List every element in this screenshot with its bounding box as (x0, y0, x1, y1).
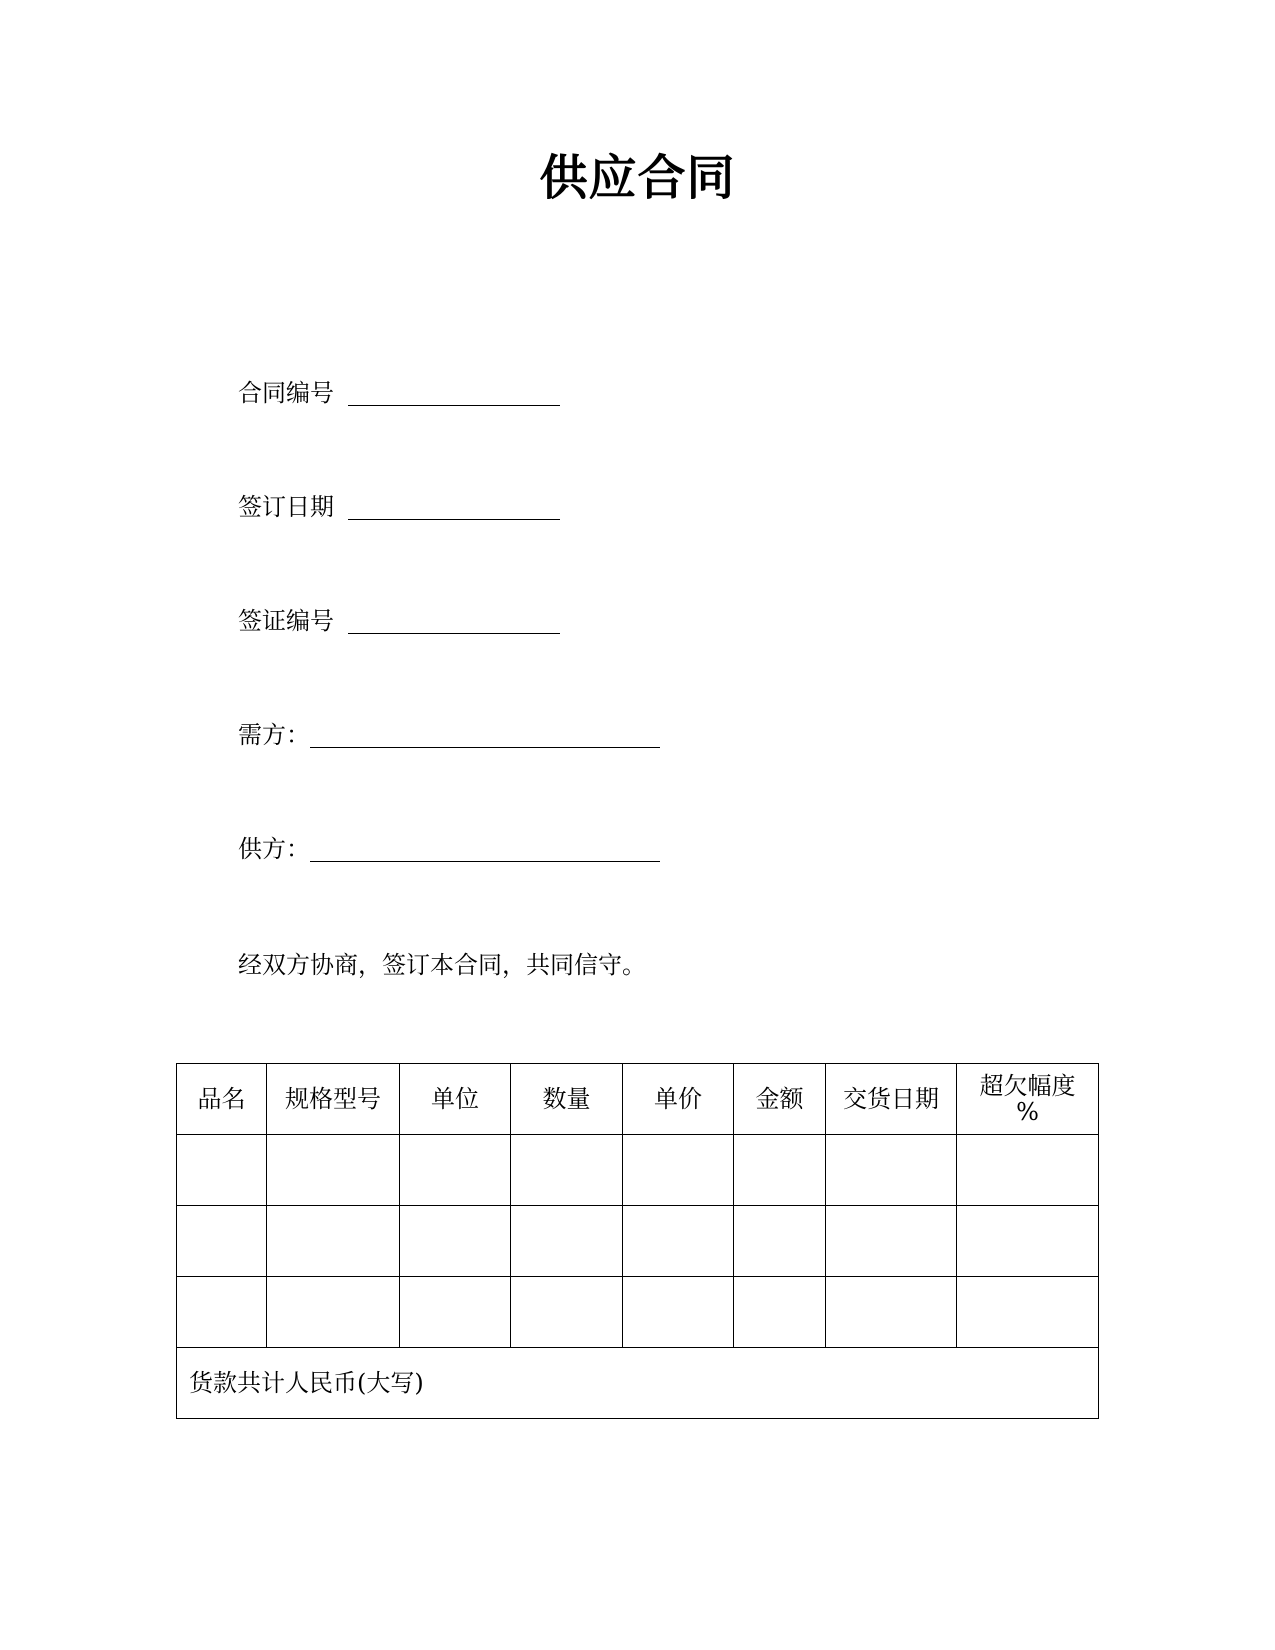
table-row (177, 1277, 1099, 1348)
header-tolerance (957, 1064, 1099, 1135)
header-quantity: 数量 (511, 1064, 623, 1135)
table-row (177, 1135, 1099, 1206)
signing-date-field (238, 492, 560, 522)
table-cell[interactable] (400, 1206, 511, 1277)
table-header-row (177, 1064, 1099, 1135)
visa-number-blank[interactable] (348, 609, 560, 634)
header-tolerance-line2: % (1016, 1098, 1039, 1126)
table-cell[interactable] (734, 1277, 826, 1348)
supplier-blank[interactable] (310, 837, 660, 862)
supplier-label: 供方： (238, 835, 310, 863)
table-cell[interactable] (177, 1277, 267, 1348)
header-unit-price: 单价 (623, 1064, 734, 1135)
table-row (177, 1206, 1099, 1277)
table-cell[interactable] (734, 1206, 826, 1277)
table-cell[interactable] (177, 1206, 267, 1277)
header-spec-model: 规格型号 (267, 1064, 400, 1135)
table-cell[interactable] (400, 1277, 511, 1348)
total-amount-label: 货款共计人民币(大写) (189, 1369, 424, 1397)
buyer-field (238, 720, 660, 750)
document-title: 供应合同 (539, 150, 736, 206)
buyer-blank[interactable] (310, 723, 660, 748)
signing-date-blank[interactable] (348, 495, 560, 520)
table-cell[interactable] (400, 1135, 511, 1206)
intro-text: 经双方协商，签订本合同，共同信守。 (238, 951, 646, 979)
table-cell[interactable] (623, 1277, 734, 1348)
contract-number-label: 合同编号 (238, 379, 334, 407)
table-cell[interactable] (826, 1206, 957, 1277)
supplier-field (238, 834, 660, 864)
table-cell[interactable] (511, 1206, 623, 1277)
table-cell[interactable] (511, 1277, 623, 1348)
table-cell[interactable] (957, 1277, 1099, 1348)
goods-table (176, 1063, 1099, 1419)
table-cell[interactable] (957, 1135, 1099, 1206)
visa-number-label: 签证编号 (238, 607, 334, 635)
table-cell[interactable] (623, 1135, 734, 1206)
total-row (177, 1348, 1099, 1419)
header-tolerance-line1: 超欠幅度 (979, 1072, 1076, 1100)
header-product-name: 品名 (177, 1064, 267, 1135)
header-amount: 金额 (734, 1064, 826, 1135)
table-cell[interactable] (267, 1206, 400, 1277)
contract-number-field (238, 378, 560, 408)
contract-number-blank[interactable] (348, 381, 560, 406)
buyer-label: 需方： (238, 721, 310, 749)
total-amount-cell[interactable] (177, 1348, 1099, 1419)
header-delivery-date: 交货日期 (826, 1064, 957, 1135)
table-cell[interactable] (267, 1135, 400, 1206)
table-cell[interactable] (267, 1277, 400, 1348)
signing-date-label: 签订日期 (238, 493, 334, 521)
table-cell[interactable] (511, 1135, 623, 1206)
header-unit: 单位 (400, 1064, 511, 1135)
table-cell[interactable] (826, 1277, 957, 1348)
table-cell[interactable] (177, 1135, 267, 1206)
visa-number-field (238, 606, 560, 636)
table-cell[interactable] (734, 1135, 826, 1206)
table-cell[interactable] (957, 1206, 1099, 1277)
table-cell[interactable] (623, 1206, 734, 1277)
table-cell[interactable] (826, 1135, 957, 1206)
